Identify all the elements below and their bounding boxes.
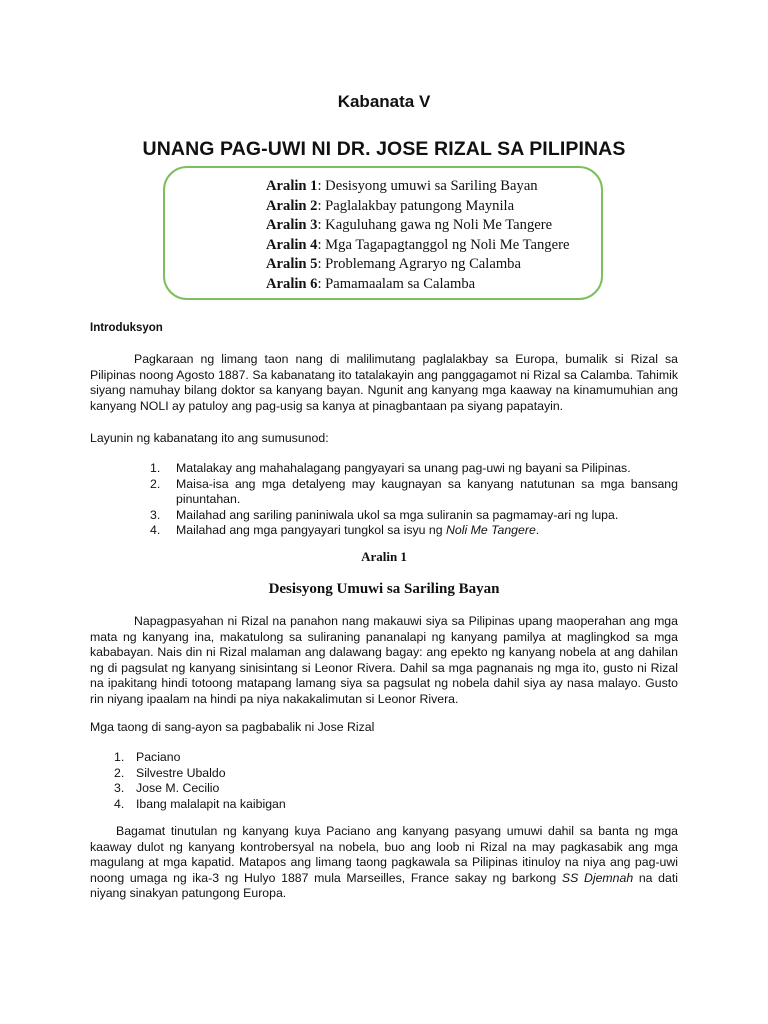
objectives-list bbox=[150, 461, 678, 539]
lesson-text: : Problemang Agraryo ng Calamba bbox=[317, 256, 521, 272]
list-item bbox=[114, 766, 414, 782]
lesson-item bbox=[266, 216, 569, 236]
list-item bbox=[150, 523, 678, 539]
list-text-italic: Noli Me Tangere bbox=[446, 523, 536, 537]
opponents-lead: Mga taong di sang-ayon sa pagbabalik ni Jose Rizal bbox=[90, 720, 375, 734]
aralin-title: Desisyong Umuwi sa Sariling Bayan bbox=[268, 581, 500, 597]
list-text: Jose M. Cecilio bbox=[136, 781, 220, 795]
intro-paragraph: Pagkaraan ng limang taon nang di malilimutang paglalakbay sa Europa, bumalik si Rizal sa Pilipinas noong Agosto 1887. Sa kabanatang ito tatalakayin ang panggagamot ni Rizal sa Calamba. Tahimik siyang namuhay bilang doktor sa kanyang bayan. Ngunit ang kanyang mga kaaway na kinamumuhian ang kanyang NOLI ay patuloy ang pag-usig sa kanya at pinagbantaan pa siyang papatayin. bbox=[90, 352, 678, 413]
lesson-item bbox=[266, 255, 569, 275]
chapter-heading: Kabanata V bbox=[337, 92, 431, 111]
list-text: Matalakay ang mahahalagang pangyayari sa unang pag-uwi ng bayani sa Pilipinas. bbox=[176, 461, 631, 475]
closing-text-end: na dati niyang sinakyan patungong Europa. bbox=[90, 870, 678, 900]
list-item bbox=[114, 781, 414, 797]
list-text: Mailahad ang sariling paniniwala ukol sa mga suliranin sa pagmamay-ari ng lupa. bbox=[176, 507, 619, 522]
opponents-list bbox=[114, 750, 414, 812]
list-text-end: . bbox=[535, 523, 540, 537]
lesson-label: Aralin 4 bbox=[266, 236, 318, 253]
aralin-label: Aralin 1 bbox=[361, 549, 407, 564]
lesson-text: : Pamamaalam sa Calamba bbox=[317, 275, 476, 292]
lesson-text: : Desisyong umuwi sa Sariling Bayan bbox=[317, 178, 538, 194]
list-item bbox=[150, 508, 678, 524]
list-number: 4. bbox=[150, 523, 161, 537]
lesson-list bbox=[266, 177, 569, 294]
lesson-text: : Mga Tagapagtanggol ng Noli Me Tangere bbox=[317, 236, 570, 253]
list-text: Paciano bbox=[136, 750, 181, 764]
lesson-item bbox=[266, 197, 569, 217]
intro-heading: Introduksyon bbox=[90, 322, 163, 334]
lesson-label: Aralin 5 bbox=[266, 256, 318, 272]
list-text: Maisa-isa ang mga detalyeng may kaugnayan sa kanyang natutunan sa mga bansang pinuntahan. bbox=[176, 476, 678, 506]
ship-name: SS Djemnah bbox=[561, 870, 634, 885]
list-number: 2. bbox=[114, 765, 125, 780]
list-number: 1. bbox=[114, 750, 125, 764]
closing-paragraph bbox=[90, 824, 678, 902]
lesson-text: : Kaguluhang gawa ng Noli Me Tangere bbox=[317, 217, 553, 233]
lesson-item bbox=[266, 177, 569, 197]
lesson-item bbox=[266, 236, 569, 256]
list-item bbox=[114, 750, 414, 766]
lesson-label: Aralin 3 bbox=[266, 217, 318, 233]
list-number: 3. bbox=[150, 507, 161, 522]
lesson-label: Aralin 2 bbox=[266, 197, 318, 214]
list-item bbox=[114, 797, 414, 813]
list-number: 1. bbox=[150, 461, 161, 475]
list-item bbox=[150, 477, 678, 508]
list-number: 3. bbox=[114, 781, 125, 795]
list-text: Mailahad ang mga pangyayari tungkol sa isyu ng bbox=[176, 523, 447, 537]
lesson-label: Aralin 1 bbox=[266, 178, 318, 194]
closing-text: Bagamat tinutulan ng kanyang kuya Paciano ang kanyang pasyang umuwi dahil sa banta ng mga kaaway dulot ng kanyang kontrobersyal na nobela, buo ang loob ni Rizal na may pagkasabik ang mga magulang at mga kapatid. Matapos ang limang taong pagkawala sa Pilipinas itinuloy na niya ang pag-uwi noong umaga ng ika-3 ng Hulyo 1887 mula Marseilles, France sakay ng barkong bbox=[90, 824, 678, 885]
list-number: 2. bbox=[150, 476, 161, 491]
objectives-lead: Layunin ng kabanatang ito ang sumusunod: bbox=[90, 431, 329, 445]
lesson-label: Aralin 6 bbox=[266, 275, 318, 292]
lesson-item bbox=[266, 275, 569, 295]
list-text: Ibang malalapit na kaibigan bbox=[136, 796, 286, 811]
list-number: 4. bbox=[114, 796, 125, 811]
list-item bbox=[150, 461, 678, 477]
aralin-paragraph: Napagpasyahan ni Rizal na panahon nang makauwi siya sa Pilipinas upang maoperahan ang mga mata ng kanyang ina, makatulong sa suliraning pananalapi ng kanyang pamilya at maglingkod sa mga kababayan. Nais din ni Rizal malaman ang dalawang bagay: ang epekto ng kanyang nobela at ang dahilan ng di pagsulat ng kanyang sinisintang si Leonor Rivera. Dahil sa mga pagnanais ng mga ito, gusto ni Rizal na ipakitang hindi totoong matapang lamang siya sa pagsulat ng nobela dahil siya ay nasa malayo. Gusto rin niyang ipaalam na hindi pa niya nakakalimutan si Leonor Rivera. bbox=[90, 614, 678, 706]
chapter-title: UNANG PAG-UWI NI DR. JOSE RIZAL SA PILIPINAS bbox=[142, 138, 626, 160]
lesson-text: : Paglalakbay patungong Maynila bbox=[317, 197, 515, 214]
list-text: Silvestre Ubaldo bbox=[136, 765, 226, 780]
